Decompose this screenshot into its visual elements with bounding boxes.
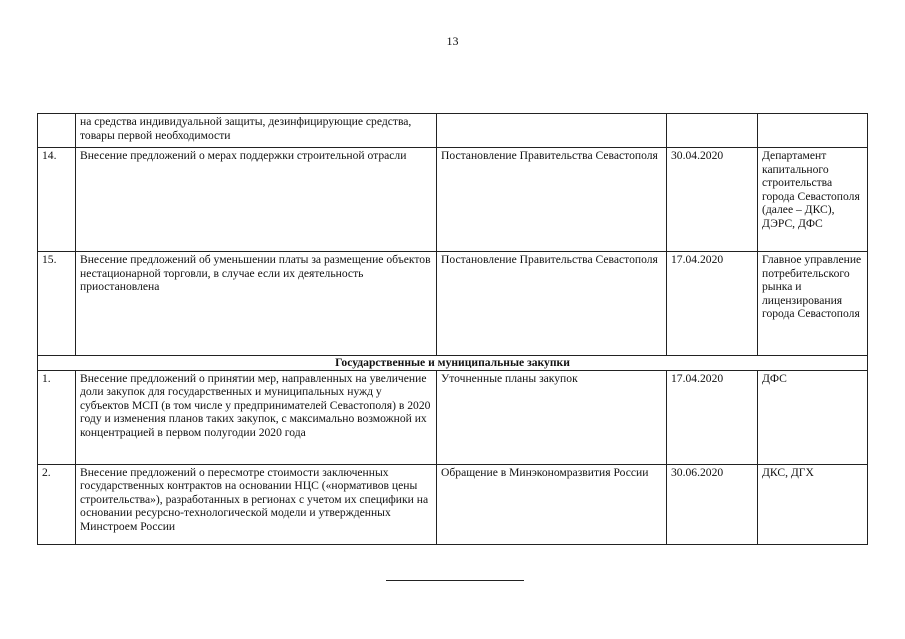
measure-text: Внесение предложений о пересмотре стоимости заключенных государственных контрактов на основании НЦС («нормативов цены строительства»), разработанных в регионах с учетом их специфики на основании ресурсно-технологической модели и утвержденных Минстроем России <box>76 464 437 544</box>
row-number: 2. <box>38 464 76 544</box>
responsible-body: Департамент капитального строительства города Севастополя (далее – ДКС), ДЭРС, ДФС <box>758 148 868 252</box>
footer-separator-line <box>386 580 524 581</box>
measure-text: Внесение предложений об уменьшении платы за размещение объектов нестационарной торговли, в случае если их деятельность приостановлена <box>76 252 437 356</box>
document-type <box>437 114 667 148</box>
responsible-body: ДФС <box>758 370 868 464</box>
section-header-row <box>38 356 868 371</box>
row-number: 14. <box>38 148 76 252</box>
deadline-date: 30.06.2020 <box>667 464 758 544</box>
table-row <box>38 252 868 356</box>
responsible-body: Главное управление потребительского рынка и лицензирования города Севастополя <box>758 252 868 356</box>
responsible-body: ДКС, ДГХ <box>758 464 868 544</box>
table-row <box>38 370 868 464</box>
responsible-body <box>758 114 868 148</box>
row-number <box>38 114 76 148</box>
page-number: 13 <box>446 34 459 48</box>
section-title: Государственные и муниципальные закупки <box>38 356 868 371</box>
table-row <box>38 464 868 544</box>
document-type: Обращение в Минэкономразвития России <box>437 464 667 544</box>
measures-table <box>37 113 868 545</box>
row-number: 1. <box>38 370 76 464</box>
deadline-date: 17.04.2020 <box>667 370 758 464</box>
table-row-continuation <box>38 114 868 148</box>
document-type: Уточненные планы закупок <box>437 370 667 464</box>
measure-text: Внесение предложений о мерах поддержки строительной отрасли <box>76 148 437 252</box>
deadline-date: 30.04.2020 <box>667 148 758 252</box>
measure-text: Внесение предложений о принятии мер, направленных на увеличение доли закупок для государственных и муниципальных нужд у субъектов МСП (в том числе у предпринимателей Севастополя) в 2020 году и изменения планов таких закупок, с максимально возможной их концентрацией в первом полугодии 2020 года <box>76 370 437 464</box>
measure-text: на средства индивидуальной защиты, дезинфицирующие средства, товары первой необходимости <box>76 114 437 148</box>
table-row <box>38 148 868 252</box>
row-number: 15. <box>38 252 76 356</box>
deadline-date <box>667 114 758 148</box>
document-type: Постановление Правительства Севастополя <box>437 252 667 356</box>
document-type: Постановление Правительства Севастополя <box>437 148 667 252</box>
deadline-date: 17.04.2020 <box>667 252 758 356</box>
